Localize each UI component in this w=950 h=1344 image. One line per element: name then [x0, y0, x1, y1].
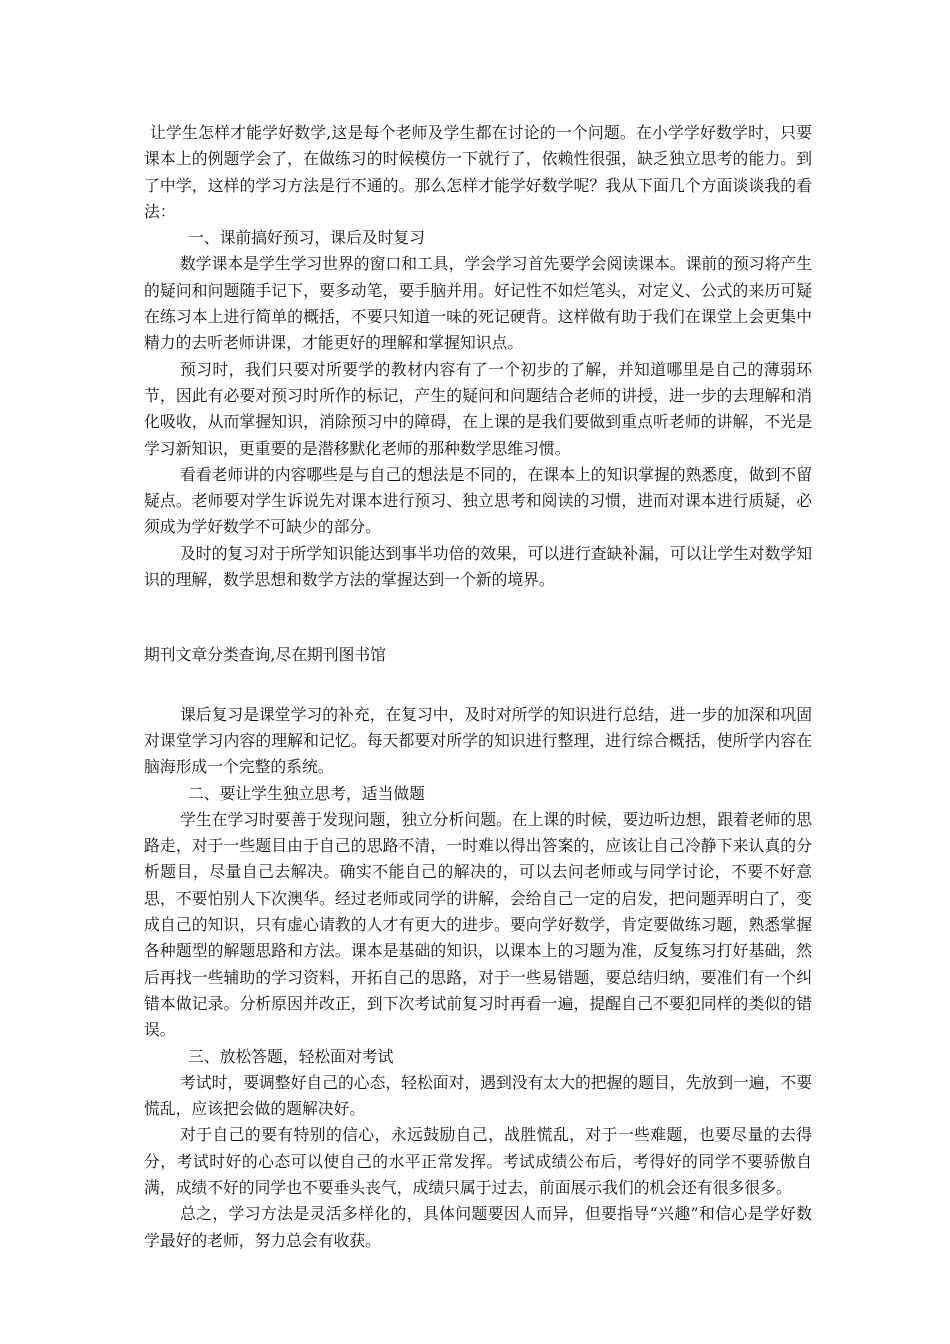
spacer	[144, 593, 812, 642]
section-heading-1: 一、课前搞好预习，课后及时复习	[188, 228, 425, 248]
body-paragraph: 总之，学习方法是灵活多样化的，具体问题要因人而异，但要指导“兴趣”和信心是学好数学最好的老师，努力总会有收获。	[144, 1204, 812, 1250]
body-paragraph: 及时的复习对于所学知识能达到事半功倍的效果，可以进行查缺补漏，可以让学生对数学知识的理解，数学思想和数学方法的掌握达到一个新的境界。	[144, 543, 812, 590]
section-heading-3: 三、放松答题，轻松面对考试	[188, 1046, 394, 1066]
intro-paragraph: 让学生怎样才能学好数学,这是每个老师及学生都在讨论的一个问题。在小学学好数学时，只要课本上的例题学会了，在做练习的时候模仿一下就行了，依赖性很强，缺乏独立思考的能力。到了中学，这样的学习方法是行不通的。那么怎样才能学好数学呢？我从下面几个方面谈谈我的看法：	[144, 123, 812, 221]
spacer	[144, 669, 812, 702]
body-paragraph: 数学课本是学生学习世界的窗口和工具，学会学习首先要学会阅读课本。课前的预习将产生的疑问和问题随手记下，要多动笔，要手脑并用。好记性不如烂笔头，对定义、公式的来历可疑在练习本上进行简单的概括，不要只知道一味的死记硬背。这样做有助于我们在课堂上会更集中精力的去听老师讲课，才能更好的理解和掌握知识点。	[144, 254, 812, 353]
body-paragraph: 看看老师讲的内容哪些是与自己的想法是不同的，在课本上的知识掌握的熟悉度，做到不留疑点。老师要对学生诉说先对课本进行预习、独立思考和阅读的习惯，进而对课本进行质疑，必须成为学好数学不可缺少的部分。	[144, 464, 812, 537]
journal-notice: 期刊文章分类查询,尽在期刊图书馆	[144, 645, 386, 665]
document-body	[144, 120, 812, 1254]
body-paragraph: 预习时，我们只要对所要学的教材内容有了一个初步的了解，并知道哪里是自己的薄弱环节，因此有必要对预习时所作的标记，产生的疑问和问题结合老师的讲授，进一步的去理解和消化吸收，从而掌握知识，消除预习中的障碍，在上课的是我们要做到重点听老师的讲解，不光是学习新知识，更重要的是潜移默化老师的那种数学思维习惯。	[144, 359, 812, 458]
body-paragraph: 学生在学习时要善于发现问题，独立分析问题。在上课的时候，要边听边想，跟着老师的思路走，对于一些题目由于自己的思路不清，一时难以得出答案的，应该让自己冷静下来认真的分析题目，尽量自己去解决。确实不能自己的解决的，可以去问老师或与同学讨论，不要不好意思，不要怕别人下次澳华。经过老师或同学的讲解，会给自己一定的启发，把问题弄明白了，变成自己的知识，只有虚心请教的人才有更大的进步。要向学好数学，肯定要做练习题，熟悉掌握各种题型的解题思路和方法。课本是基础的知识，以课本上的习题为准，反复练习打好基础，然后再找一些辅助的学习资料，开拓自己的思路，对于一些易错题，要总结归纳，要准们有一个纠错本做记录。分析原因并改正，到下次考试前复习时再看一遍，提醒自己不要犯同样的类似的错误。	[144, 809, 812, 1040]
section-heading-2: 二、要让学生独立思考，适当做题	[188, 783, 425, 803]
body-paragraph: 考试时，要调整好自己的心态，轻松面对，遇到没有太大的把握的题目，先放到一遍，不要慌乱，应该把会做的题解决好。	[144, 1072, 812, 1119]
body-paragraph: 课后复习是课堂学习的补充，在复习中，及时对所学的知识进行总结，进一步的加深和巩固对课堂学习内容的理解和记忆。每天都要对所学的知识进行整理，进行综合概括，使所学内容在脑海形成一个完整的系统。	[144, 704, 812, 777]
body-paragraph: 对于自己的要有特别的信心，永远鼓励自己，战胜慌乱，对于一些难题，也要尽量的去得分，考试时好的心态可以使自己的水平正常发挥。考试成绩公布后，考得好的同学不要骄傲自满，成绩不好的同学也不要垂头丧气，成绩只属于过去，前面展示我们的机会还有很多很多。	[144, 1125, 812, 1197]
